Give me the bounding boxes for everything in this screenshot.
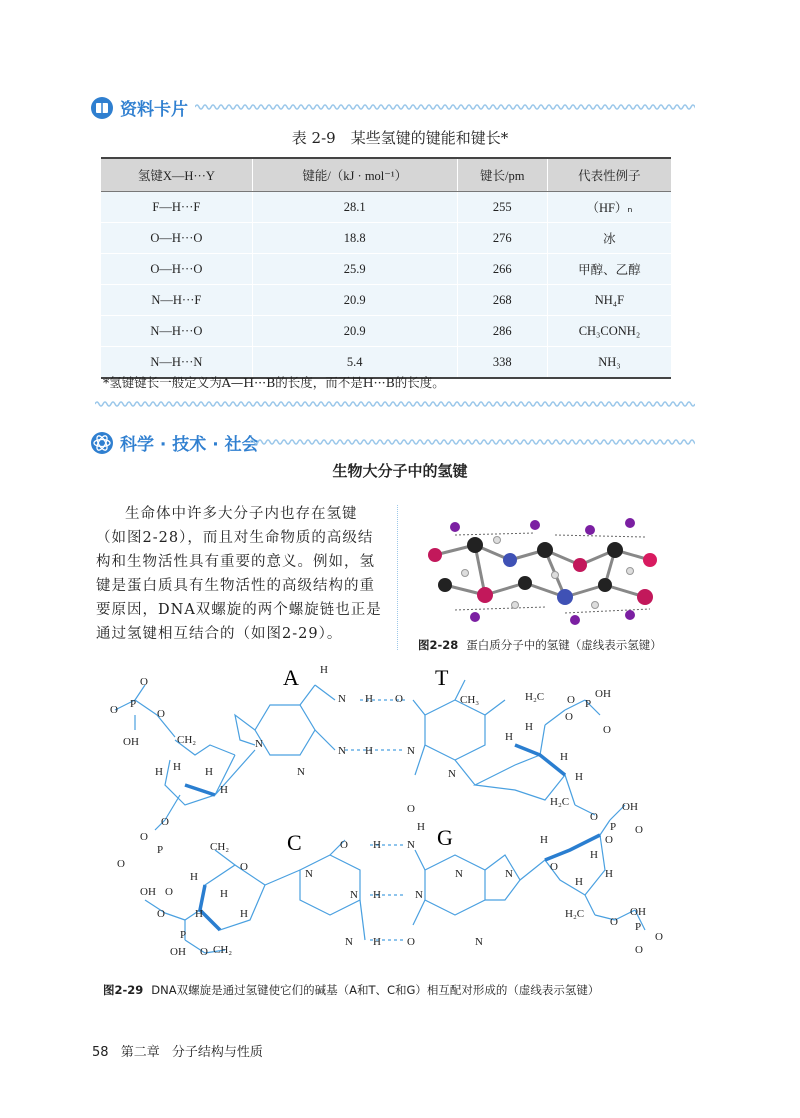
svg-text:N: N (448, 768, 456, 780)
svg-text:H₂C: H₂C (550, 796, 570, 808)
table-header: 键能/（kJ · mol⁻¹） (252, 158, 457, 192)
svg-text:O: O (161, 816, 169, 828)
svg-text:N: N (338, 693, 346, 705)
figure-caption-text: DNA双螺旋是通过氢键使它们的碱基（A和T、C和G）相互配对形成的（虚线表示氢键） (151, 983, 600, 997)
wave-divider (95, 400, 695, 408)
data-card-header (90, 95, 188, 120)
table-cell: 20.9 (252, 316, 457, 347)
svg-text:N: N (407, 745, 415, 757)
figure-number: 图2-28 (418, 638, 459, 652)
svg-text:H: H (575, 876, 583, 888)
figure-2-29-caption (103, 982, 599, 998)
table-row (101, 223, 671, 254)
svg-text:N: N (455, 868, 463, 880)
svg-text:H: H (373, 889, 381, 901)
table-cell: 266 (457, 254, 547, 285)
base-label-t: T (435, 665, 449, 690)
hydrogen-bonds (345, 700, 405, 940)
table-cell: CH₃CONH₂ (547, 316, 671, 347)
svg-text:CH₃: CH₃ (460, 694, 480, 706)
svg-text:H: H (190, 871, 198, 883)
svg-text:O: O (200, 946, 208, 958)
table-cell: 18.8 (252, 223, 457, 254)
article-paragraph: 生命体中许多大分子内也存在氢键（如图2-28），而且对生命物质的高级结构和生物活性具有重要的意义。例如，氢键是蛋白质具有生物活性的高级结构的重要原因，DNA双螺旋的两个螺旋链也正是通过氢键相互结合的（如图2-29）。 (96, 506, 382, 642)
svg-text:H₂C: H₂C (525, 691, 545, 703)
page-number: 58 (92, 1045, 109, 1060)
svg-text:O: O (565, 711, 573, 723)
svg-text:O: O (110, 704, 118, 716)
base-label-c: C (287, 830, 302, 855)
svg-text:O: O (635, 824, 643, 836)
svg-text:H: H (365, 745, 373, 757)
svg-text:O: O (655, 931, 663, 943)
data-card-label: 资料卡片 (120, 100, 188, 120)
table-footnote: *氢键键长一般定义为A—H···B的长度，而不是H···B的长度。 (103, 375, 445, 390)
base-label-a: A (283, 665, 299, 690)
svg-text:H: H (417, 821, 425, 833)
svg-text:P: P (585, 698, 592, 710)
table-cell: NH₃ (547, 347, 671, 379)
table-cell: 286 (457, 316, 547, 347)
book-icon (90, 96, 114, 120)
sts-header (90, 430, 259, 455)
table-cell: 5.4 (252, 347, 457, 379)
base-label-g: G (437, 825, 453, 850)
table-header: 键长/pm (457, 158, 547, 192)
table-cell: N—H···N (101, 347, 252, 379)
figure-number: 图2-29 (103, 983, 144, 997)
bond-table (101, 157, 671, 379)
svg-text:O: O (117, 858, 125, 870)
svg-text:O: O (567, 694, 575, 706)
svg-text:H₂C: H₂C (565, 908, 585, 920)
svg-text:H: H (605, 868, 613, 880)
svg-text:O: O (157, 908, 165, 920)
svg-text:CH₂: CH₂ (210, 841, 230, 853)
table-cell: 338 (457, 347, 547, 379)
table-cell: NH₄F (547, 285, 671, 316)
svg-text:P: P (610, 821, 617, 833)
svg-text:N: N (255, 738, 263, 750)
table-cell: 冰 (547, 223, 671, 254)
svg-text:H: H (195, 908, 203, 920)
svg-text:O: O (157, 708, 165, 720)
svg-text:H: H (173, 761, 181, 773)
page-footer (92, 1041, 271, 1060)
table-cell: F—H···F (101, 192, 252, 223)
svg-text:CH₂: CH₂ (213, 944, 233, 956)
table-cell: N—H···O (101, 316, 252, 347)
svg-text:O: O (165, 886, 173, 898)
table-cell: 268 (457, 285, 547, 316)
svg-text:N: N (415, 889, 423, 901)
svg-text:H: H (575, 771, 583, 783)
table-cell: O—H···O (101, 254, 252, 285)
dna-base-pair-figure (95, 655, 705, 975)
backbone-highlight (185, 745, 600, 930)
svg-text:OH: OH (595, 688, 611, 700)
svg-text:OH: OH (170, 946, 186, 958)
svg-text:N: N (350, 889, 358, 901)
atom-icon (90, 431, 114, 455)
svg-text:CH₂: CH₂ (177, 734, 197, 746)
protein-hydrogen-bond-figure (415, 505, 675, 635)
svg-text:P: P (157, 844, 164, 856)
svg-text:O: O (395, 693, 403, 705)
atom-labels (110, 664, 663, 958)
svg-text:N: N (305, 868, 313, 880)
table-cell: 28.1 (252, 192, 457, 223)
svg-text:N: N (345, 936, 353, 948)
svg-text:H: H (365, 693, 373, 705)
svg-text:OH: OH (630, 906, 646, 918)
svg-text:O: O (340, 839, 348, 851)
chapter-title: 分子结构与性质 (171, 1045, 263, 1060)
svg-text:H: H (373, 936, 381, 948)
svg-text:H: H (205, 766, 213, 778)
svg-text:O: O (590, 811, 598, 823)
svg-text:O: O (605, 834, 613, 846)
table-cell: 25.9 (252, 254, 457, 285)
table-row (101, 316, 671, 347)
svg-text:P: P (130, 698, 137, 710)
svg-text:O: O (550, 861, 558, 873)
table-cell: 甲醇、乙醇 (547, 254, 671, 285)
svg-text:H: H (373, 839, 381, 851)
svg-text:N: N (338, 745, 346, 757)
svg-text:H: H (155, 766, 163, 778)
svg-text:H: H (320, 664, 328, 676)
table-cell: （HF）ₙ (547, 192, 671, 223)
svg-text:O: O (603, 724, 611, 736)
figure-caption-text: 蛋白质分子中的氢键（虚线表示氢键） (466, 638, 662, 652)
table-cell: 255 (457, 192, 547, 223)
svg-text:OH: OH (123, 736, 139, 748)
table-row (101, 192, 671, 223)
figure-2-28-caption (418, 637, 662, 653)
svg-text:P: P (635, 921, 642, 933)
table-cell: 276 (457, 223, 547, 254)
svg-text:O: O (407, 936, 415, 948)
svg-text:O: O (610, 916, 618, 928)
svg-text:H: H (240, 908, 248, 920)
column-divider (397, 505, 398, 650)
svg-text:O: O (140, 676, 148, 688)
svg-text:N: N (297, 766, 305, 778)
table-row (101, 285, 671, 316)
svg-text:O: O (140, 831, 148, 843)
svg-text:OH: OH (140, 886, 156, 898)
table-cell: N—H···F (101, 285, 252, 316)
svg-text:H: H (540, 834, 548, 846)
table-header: 氢键X—H···Y (101, 158, 252, 192)
svg-text:O: O (407, 803, 415, 815)
svg-text:H: H (590, 849, 598, 861)
sts-label: 科学 · 技术 · 社会 (120, 435, 259, 455)
table-caption: 表 2-9 某些氢键的键能和键长* (291, 129, 509, 147)
svg-text:H: H (560, 751, 568, 763)
svg-text:H: H (505, 731, 513, 743)
chapter-number: 第二章 (120, 1045, 160, 1060)
svg-text:O: O (240, 861, 248, 873)
article-title: 生物大分子中的氢键 (332, 462, 468, 480)
svg-text:H: H (525, 721, 533, 733)
svg-text:H: H (220, 888, 228, 900)
wave-divider (250, 438, 695, 446)
wave-divider (195, 103, 695, 111)
table-header: 代表性例子 (547, 158, 671, 192)
svg-text:OH: OH (622, 801, 638, 813)
svg-text:O: O (635, 944, 643, 956)
svg-text:H: H (220, 784, 228, 796)
svg-text:N: N (475, 936, 483, 948)
table-cell: O—H···O (101, 223, 252, 254)
svg-text:N: N (407, 839, 415, 851)
table-cell: 20.9 (252, 285, 457, 316)
svg-text:N: N (505, 868, 513, 880)
table-row (101, 254, 671, 285)
svg-text:P: P (180, 929, 187, 941)
